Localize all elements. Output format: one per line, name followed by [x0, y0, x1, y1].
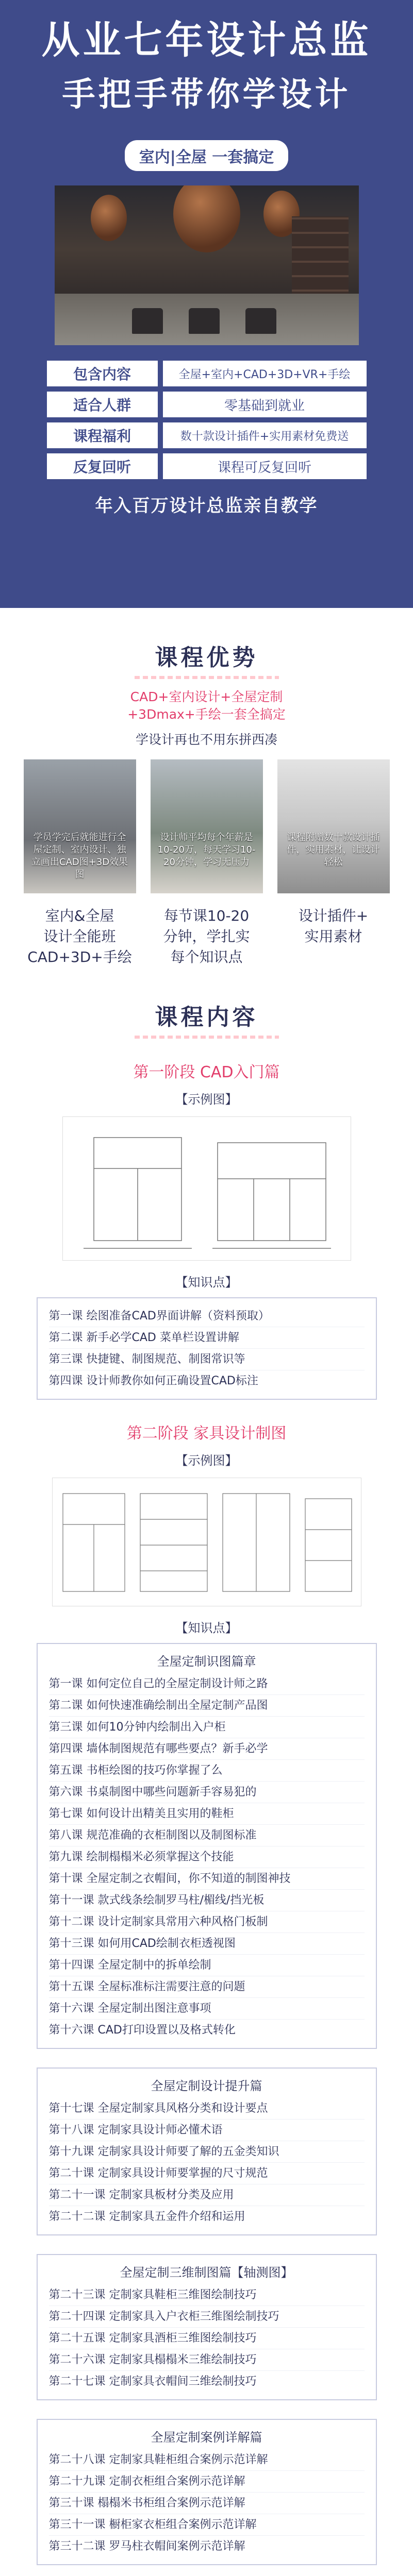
- lesson-item: 第一课 如何定位自己的全屋定制设计师之路: [49, 1673, 365, 1695]
- lesson-item: 第三十二课 罗马柱衣帽间案例示范详解: [48, 2540, 245, 2553]
- advantage-text-line: CAD+3D+手绘: [27, 948, 132, 965]
- advantage-text: [277, 906, 390, 968]
- shelf-decor: [292, 216, 349, 304]
- lesson-item: 第三课 如何10分钟内绘制出入户柜: [49, 1717, 365, 1738]
- lesson-item: 第二课 如何快速准确绘制出全屋定制产品图: [49, 1695, 365, 1717]
- lesson-item: 第五课 书柜绘图的技巧你掌握了么: [49, 1760, 365, 1782]
- lesson-item: 第十四课 全屋定制中的拆单绘制: [49, 1955, 365, 1976]
- pendant-lamp-icon: [91, 195, 127, 241]
- hero-banner: [0, 0, 413, 608]
- lesson-item: 第十六课 全屋定制出图注意事项: [49, 1998, 365, 2020]
- box-title: 全屋定制识图篇章: [157, 1654, 256, 1669]
- lesson-item: 第二十四课 定制家具入户衣柜三维图绘制技巧: [49, 2306, 365, 2328]
- lesson-item: 第二十课 定制家具设计师要掌握的尺寸规范: [49, 2163, 365, 2184]
- stage2-title: 第二阶段 家具设计制图: [126, 1425, 287, 1443]
- lesson-item: 第十一课 款式线条绘制罗马柱/楣线/挡光板: [49, 1890, 365, 1911]
- lesson-item: 第十六课 CAD打印设置以及格式转化: [48, 2024, 236, 2037]
- lesson-item: 第十课 全屋定制之衣帽间，你不知道的制图神技: [49, 1868, 365, 1890]
- lesson-item: 第二十五课 定制家具酒柜三维图绘制技巧: [49, 2328, 365, 2349]
- lesson-item: 第十五课 全屋标准标注需要注意的问题: [49, 1976, 365, 1998]
- content-section: [0, 998, 413, 2576]
- lesson-item: 第二十二课 定制家具五金件介绍和运用: [48, 2210, 245, 2223]
- lesson-item: 第十七课 全屋定制家具风格分类和设计要点: [49, 2098, 365, 2120]
- lesson-item: 第三十一课 橱柜家衣柜组合案例示范详解: [49, 2514, 365, 2536]
- hero-title-line2: 手把手带你学设计: [62, 76, 351, 114]
- box-title: 全屋定制设计提升篇: [151, 2079, 262, 2093]
- advantage-text-line: 室内&全屋: [45, 907, 114, 924]
- advantages-subtitle-line2: +3Dmax+手绘一套全搞定: [127, 707, 286, 722]
- content-title: 课程内容: [0, 998, 413, 1039]
- advantages-section: [0, 639, 413, 968]
- info-row-replay: [47, 453, 367, 479]
- knowledge-label: 【知识点】: [175, 1621, 238, 1635]
- lesson-item: 第二十一课 定制家具板材分类及应用: [49, 2184, 365, 2206]
- stage2-box3: [37, 2254, 377, 2400]
- advantages-photos: [0, 759, 413, 893]
- hero-tag: 室内|全屋 一套搞定: [125, 140, 288, 171]
- info-label: 课程福利: [47, 422, 158, 448]
- advantages-texts: [0, 906, 413, 968]
- knowledge-label: 【知识点】: [175, 1275, 238, 1290]
- advantage-photo: [277, 759, 390, 893]
- lesson-item: 第二十六课 定制家具榻榻米三维绘制技巧: [49, 2349, 365, 2371]
- stage2-box1: [37, 1643, 377, 2049]
- advantage-photo: [24, 759, 136, 893]
- hero-title-line1: 从业七年设计总监: [41, 18, 372, 62]
- info-row-audience: [47, 392, 367, 417]
- lesson-item: 第二十九课 定制衣柜组合案例示范详解: [49, 2471, 365, 2493]
- lesson-item: 第六课 书桌制图中哪些问题新手容易犯的: [49, 1782, 365, 1803]
- furniture-drawing-icon: [53, 1478, 362, 1607]
- lesson-item: 第二十八课 定制家具鞋柜组合案例示范详解: [49, 2449, 365, 2471]
- example-label: 【示例图】: [175, 1453, 238, 1468]
- info-value: 零基础到就业: [163, 392, 367, 417]
- lesson-item: 第九课 绘制榻榻米必须掌握这个技能: [49, 1846, 365, 1868]
- advantages-subtitle-line1: CAD+室内设计+全屋定制: [130, 689, 283, 704]
- stage1-example-drawing: [62, 1116, 351, 1261]
- lesson-item: 第七课 如何设计出精美且实用的鞋柜: [49, 1803, 365, 1825]
- lesson-item: 第一课 绘图准备CAD界面讲解（资料预取）: [49, 1306, 365, 1327]
- lesson-item: 第十九课 定制家具设计师要了解的五金类知识: [49, 2141, 365, 2163]
- advantages-title: 课程优势: [0, 639, 413, 679]
- lesson-item: 第三十课 榻榻米书柜组合案例示范详解: [49, 2493, 365, 2514]
- info-label: 包含内容: [47, 361, 158, 386]
- advantage-photo: [151, 759, 263, 893]
- lesson-item: 第十二课 设计定制家具常用六种风格门板制: [49, 1911, 365, 1933]
- info-row-content: [47, 361, 367, 386]
- advantage-text: [24, 906, 136, 968]
- cad-drawing-icon: [63, 1117, 352, 1261]
- lesson-item: 第十三课 如何用CAD绘制衣柜透视图: [49, 1933, 365, 1955]
- stage2-box2: [37, 2067, 377, 2235]
- lesson-item: 第二十三课 定制家具鞋柜三维图绘制技巧: [49, 2284, 365, 2306]
- stage1-lessons: [37, 1297, 377, 1400]
- info-label: 适合人群: [47, 392, 158, 417]
- advantage-text-line: 分钟，学扎实: [163, 928, 250, 945]
- advantages-subtitle: [0, 688, 413, 723]
- lesson-item: 第四课 墙体制图规范有哪些要点？新手必学: [49, 1738, 365, 1760]
- hero-slogan: 年入百万设计总监亲自教学: [95, 496, 318, 516]
- stage2-example-drawing: [52, 1478, 361, 1606]
- advantages-note: 学设计再也不用东拼西凑: [135, 732, 277, 747]
- lesson-item: 第二课 新手必学CAD 菜单栏设置讲解: [49, 1327, 365, 1349]
- info-value: 课程可反复回听: [163, 453, 367, 479]
- example-label: 【示例图】: [175, 1092, 238, 1107]
- advantage-photo-caption: 学员学完后就能进行全屋定制、室内设计、独立画出CAD图+3D效果图: [31, 832, 128, 880]
- advantage-text-line: 设计全能班: [43, 928, 116, 945]
- advantage-photo-caption: 设计师平均每个年薪是10-20万，每天学习10-20分钟，学习无压力: [157, 832, 256, 868]
- chair-decor: [132, 308, 163, 334]
- lesson-item: 第四课 设计师教你如何正确设置CAD标注: [48, 1375, 258, 1387]
- hero-interior-photo: [55, 185, 359, 345]
- hero-info-table: [47, 361, 367, 479]
- info-value: 数十款设计插件+实用素材免费送: [163, 422, 367, 448]
- lesson-item: 第十八课 定制家具设计师必懂术语: [49, 2120, 365, 2141]
- info-value: 全屋+室内+CAD+3D+VR+手绘: [163, 361, 367, 386]
- advantage-text-line: 每节课10-20: [163, 907, 250, 924]
- info-label: 反复回听: [47, 453, 158, 479]
- advantage-photo-caption: 课程附赠数十款设计插件，实用素材，让设计轻松: [287, 832, 380, 868]
- chair-decor: [245, 308, 276, 334]
- advantage-text-line: 实用素材: [304, 928, 362, 945]
- advantage-text: [151, 906, 263, 968]
- advantage-text-line: 每个知识点: [170, 948, 243, 965]
- box-title: 全屋定制案例详解篇: [151, 2430, 262, 2445]
- stage1-title: 第一阶段 CAD入门篇: [133, 1063, 280, 1081]
- lesson-item: 第三课 快捷键、制图规范、制图常识等: [49, 1349, 365, 1370]
- info-row-benefit: [47, 422, 367, 448]
- box-title: 全屋定制三维制图篇【轴测图】: [120, 2265, 293, 2280]
- advantage-text-line: 设计插件+: [298, 907, 369, 924]
- lesson-item: 第八课 规范准确的衣柜制图以及制图标准: [49, 1825, 365, 1846]
- pendant-lamp-icon: [173, 185, 240, 252]
- stage2-box4: [37, 2419, 377, 2565]
- lesson-item: 第二十七课 定制家具衣帽间三维绘制技巧: [48, 2375, 257, 2388]
- chair-decor: [189, 308, 220, 334]
